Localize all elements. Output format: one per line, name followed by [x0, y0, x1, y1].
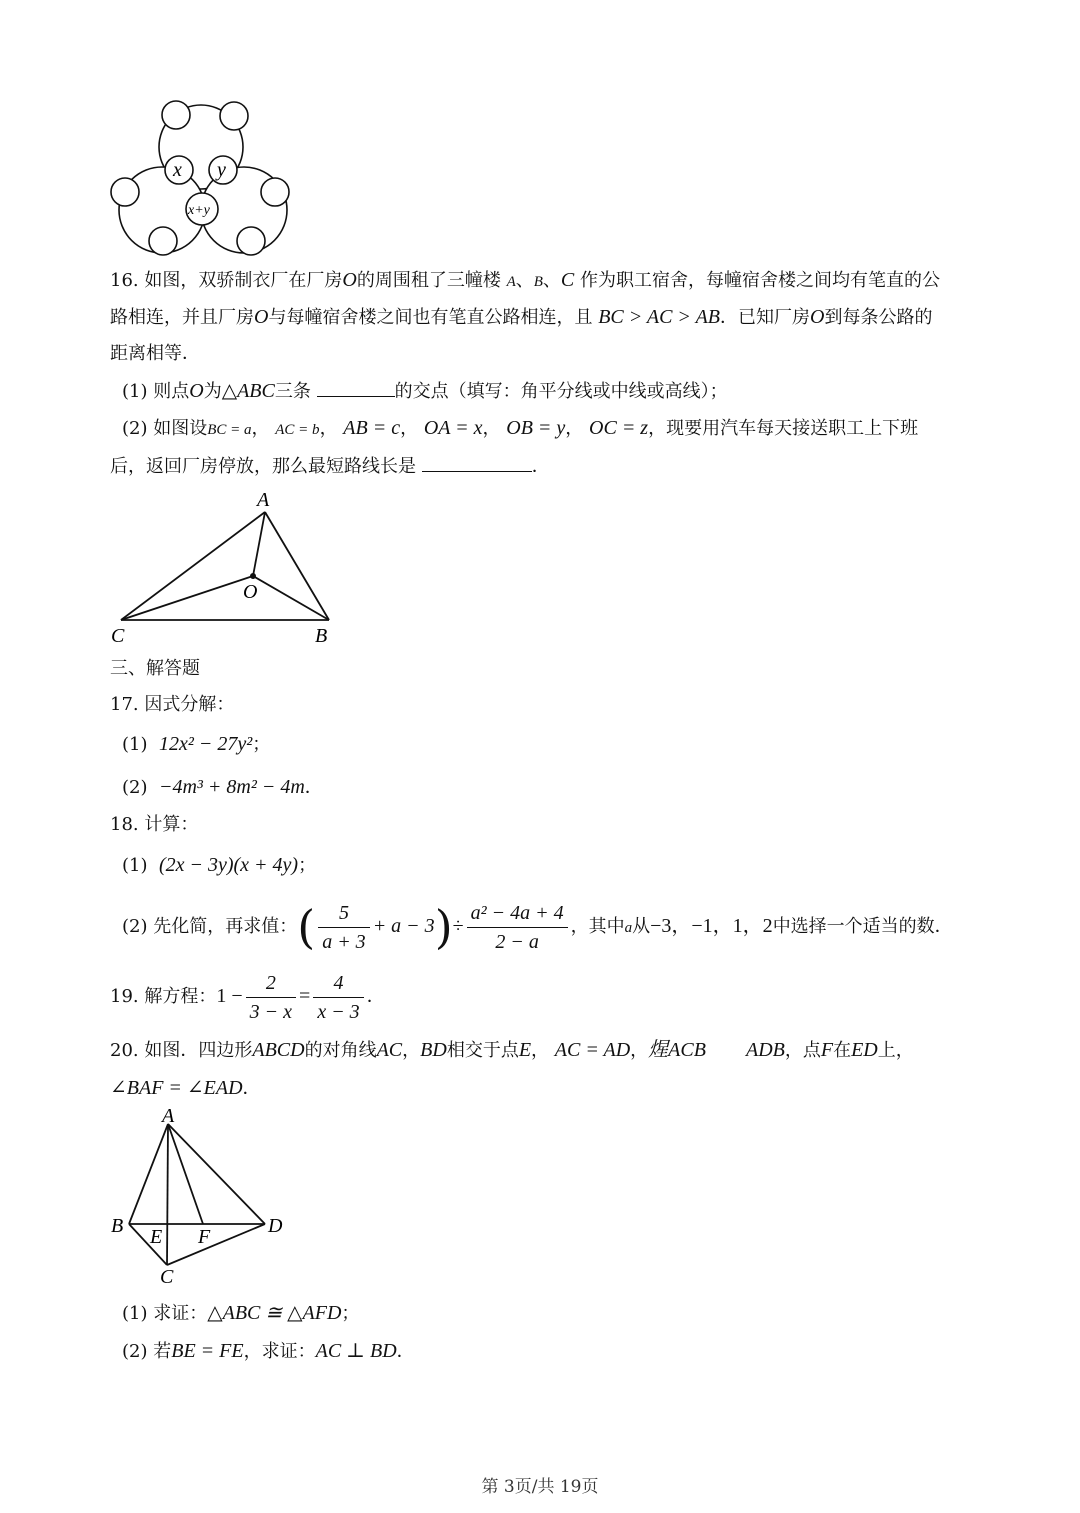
eq-ac: AC = b [275, 422, 320, 438]
section-title: 三、解答题 [110, 658, 200, 679]
point-o [250, 573, 256, 579]
q18-text: 计算： [144, 814, 199, 835]
q18-text: 从 [632, 916, 651, 937]
q18-text: 先化简，再求值： [153, 916, 298, 937]
part-label: (2) [122, 777, 148, 798]
label-xy: x+y [188, 203, 210, 218]
triangle-figure [105, 486, 345, 648]
answer-blank-2[interactable] [422, 453, 532, 472]
label-c: C [111, 625, 125, 647]
eq-ob: OB = y [506, 417, 566, 439]
var-c: C [560, 269, 575, 291]
side-ab [129, 1124, 168, 1224]
quad-abcd: ABCD [252, 1039, 305, 1061]
punct: ； [252, 734, 271, 755]
part-label: (2) [122, 1341, 148, 1362]
expr: (2x − 3y)(x + 4y) [158, 854, 299, 876]
seg-oc [121, 576, 253, 620]
q20-text: ，点 [784, 1040, 821, 1061]
condition: BE = FE [171, 1340, 244, 1362]
quadrilateral-figure [105, 1108, 300, 1288]
point-f: F [820, 1039, 834, 1061]
q17-text: 因式分解： [144, 694, 235, 715]
q16-text: 路相连，并且厂房 [110, 307, 254, 328]
part-label: (1) [122, 734, 148, 755]
q20-text: 的对角线 [304, 1040, 377, 1061]
expr: AC ⊥ BD [315, 1340, 397, 1362]
part-label: (1) [122, 855, 148, 876]
var-a: a [624, 920, 633, 936]
label-b: B [315, 625, 328, 647]
diag-ac [167, 1124, 168, 1265]
circles-figure [105, 92, 300, 262]
q16-line2 [110, 304, 932, 331]
q18-title [110, 812, 198, 838]
q16-text: 的周围租了三幢楼 [356, 270, 501, 291]
small-circle-bottom-right [237, 227, 265, 255]
q17-part2 [122, 774, 323, 801]
expr: △ABC ≅ △AFD [207, 1302, 342, 1324]
fraction-1 [318, 901, 370, 954]
q20-text: 在 [833, 1040, 852, 1061]
q18-text: 中选择一个适当的数． [772, 916, 953, 937]
q16-text: 三条 [274, 381, 311, 402]
q16-number: 16. [110, 270, 139, 291]
q16-text: 作为职工宿舍，每幢宿舍楼之间均有笔直的公 [579, 270, 940, 291]
angle-adb: ADB [745, 1039, 785, 1061]
q17-title [110, 692, 234, 718]
q20-line2 [110, 1075, 261, 1102]
q20-text: 若 [153, 1341, 172, 1362]
q16-part2-line2 [110, 453, 550, 480]
punct: ； [298, 855, 317, 876]
side-ad [168, 1124, 265, 1224]
label-a: A [257, 489, 270, 511]
label-b: B [111, 1215, 124, 1237]
numerator: 2 [246, 971, 296, 998]
punct: ； [341, 1303, 360, 1324]
part-label: (2) [122, 916, 148, 937]
angle-equality: ∠BAF = ∠EAD [110, 1077, 243, 1099]
q20-text: 相交于点 [446, 1040, 519, 1061]
punct: ． [396, 1341, 415, 1362]
var-a: A [506, 274, 516, 290]
q18-text: ，其中 [570, 916, 625, 937]
triangle-abc: △ABC [221, 380, 275, 402]
divide: ÷ [452, 915, 464, 937]
q16-line1 [110, 267, 940, 295]
denominator: a + 3 [322, 930, 366, 953]
eq-ac-ad: AC = AD [554, 1039, 631, 1061]
q20-text: 求证： [153, 1303, 208, 1324]
var-b: B [533, 274, 543, 290]
part-label: (2) [122, 418, 148, 439]
q16-text: 如图设 [153, 418, 208, 439]
q16-text: 为 [203, 381, 222, 402]
numerator: 5 [318, 901, 370, 928]
seg-ac: AC [376, 1039, 403, 1061]
q16-text: ，现要用汽车每天接送职工上下班 [648, 418, 919, 439]
var-o: O [189, 380, 204, 402]
q20-text: 如图．四边形 [144, 1040, 253, 1061]
var-o: O [810, 306, 825, 328]
q20-text: ， [630, 1040, 649, 1061]
eq-oa: OA = x [423, 417, 483, 439]
part-label: (1) [122, 1303, 148, 1324]
q20-text: 上， [877, 1040, 914, 1061]
q16-part1 [122, 378, 728, 405]
label-e: E [150, 1226, 163, 1248]
paren-open: ( [297, 900, 316, 954]
q16-text: 则点 [153, 381, 190, 402]
part-label: (1) [122, 381, 148, 402]
comma: ， [482, 418, 501, 439]
comma: ， [319, 418, 338, 439]
q20-text: ， [531, 1040, 550, 1061]
equals: = [299, 985, 311, 1007]
seg-oa [253, 512, 265, 576]
q20-line1 [110, 1037, 914, 1064]
denominator: x − 3 [317, 1000, 360, 1023]
page-footer: 第 3页/共 19页 [481, 1477, 599, 1497]
q16-text: 的交点（填写：角平分线或中线或高线）； [394, 381, 728, 402]
numerator: 4 [313, 971, 363, 998]
side-ca [121, 512, 265, 620]
q19-text: 解方程： [144, 986, 217, 1007]
comma: ， [400, 418, 419, 439]
angle-acb: 煋ACB [648, 1039, 706, 1061]
point-e: E [518, 1039, 532, 1061]
side-cd [167, 1224, 265, 1265]
q20-part2 [122, 1338, 415, 1365]
q17-part1 [122, 731, 270, 758]
paren-close: ) [434, 900, 453, 954]
expr: −4m³ + 8m² − 4m [158, 776, 305, 798]
small-circle-1 [162, 101, 190, 129]
q16-text: 与每幢宿舍楼之间也有笔直公路相连，且 [268, 307, 593, 328]
q16-line3: 距离相等． [110, 343, 200, 364]
q20-number: 20. [110, 1040, 139, 1061]
q16-text: 后，返回厂房停放，那么最短路线长是 [110, 456, 416, 477]
q20-part1 [122, 1300, 359, 1327]
numerator: a² − 4a + 4 [467, 901, 568, 928]
q18-part1 [122, 852, 316, 879]
small-circle-bottom-left [149, 227, 177, 255]
q19-line [110, 968, 385, 1025]
comma: ， [565, 418, 584, 439]
var-o: O [342, 269, 357, 291]
inequality: BC > AC > AB [598, 306, 721, 328]
seg-af [168, 1124, 203, 1224]
seg-ed: ED [851, 1039, 878, 1061]
label-a: A [162, 1108, 175, 1127]
denominator: 3 − x [249, 1000, 293, 1023]
punct: ． [304, 777, 323, 798]
eq-oc: OC = z [589, 417, 649, 439]
q16-text: 到每条公路的 [824, 307, 933, 328]
expr: 12x² − 27y² [158, 733, 253, 755]
denominator: 2 − a [495, 930, 539, 953]
punct: ． [366, 986, 385, 1007]
q19-number: 19. [110, 986, 139, 1007]
label-o: O [243, 581, 258, 603]
label-y: y [217, 159, 226, 181]
eq-bc: BC = a [207, 422, 252, 438]
side-ab [265, 512, 329, 620]
label-c: C [160, 1266, 174, 1288]
q18-part2 [122, 898, 953, 956]
q16-text: ．已知厂房 [720, 307, 811, 328]
values: −3，−1，1，2 [650, 915, 773, 937]
fraction-1 [246, 971, 296, 1024]
label-x: x [173, 159, 182, 181]
q16-text: 如图，双骄制衣厂在厂房 [144, 270, 343, 291]
fraction-2 [313, 971, 363, 1024]
label-d: D [268, 1215, 283, 1237]
comma: ， [251, 418, 270, 439]
fraction-2 [467, 901, 568, 954]
q20-text: ，求证： [243, 1341, 316, 1362]
sep: 、 [515, 270, 534, 291]
var-o: O [254, 306, 269, 328]
sep: 、 [542, 270, 561, 291]
eq-ab: AB = c [343, 417, 401, 439]
q16-part2 [122, 415, 918, 443]
small-circle-right [261, 178, 289, 206]
small-circle-2 [220, 102, 248, 130]
answer-blank-1[interactable] [317, 378, 395, 397]
q20-text: ， [402, 1040, 421, 1061]
expr: + a − 3 [372, 915, 435, 937]
seg-bd: BD [420, 1039, 447, 1061]
q17-number: 17. [110, 694, 139, 715]
q18-number: 18. [110, 814, 139, 835]
punct: ． [242, 1078, 261, 1099]
small-circle-left [111, 178, 139, 206]
label-f: F [198, 1226, 211, 1248]
seg-ob [253, 576, 329, 620]
period: ． [531, 456, 550, 477]
expr: 1 − [216, 985, 243, 1007]
